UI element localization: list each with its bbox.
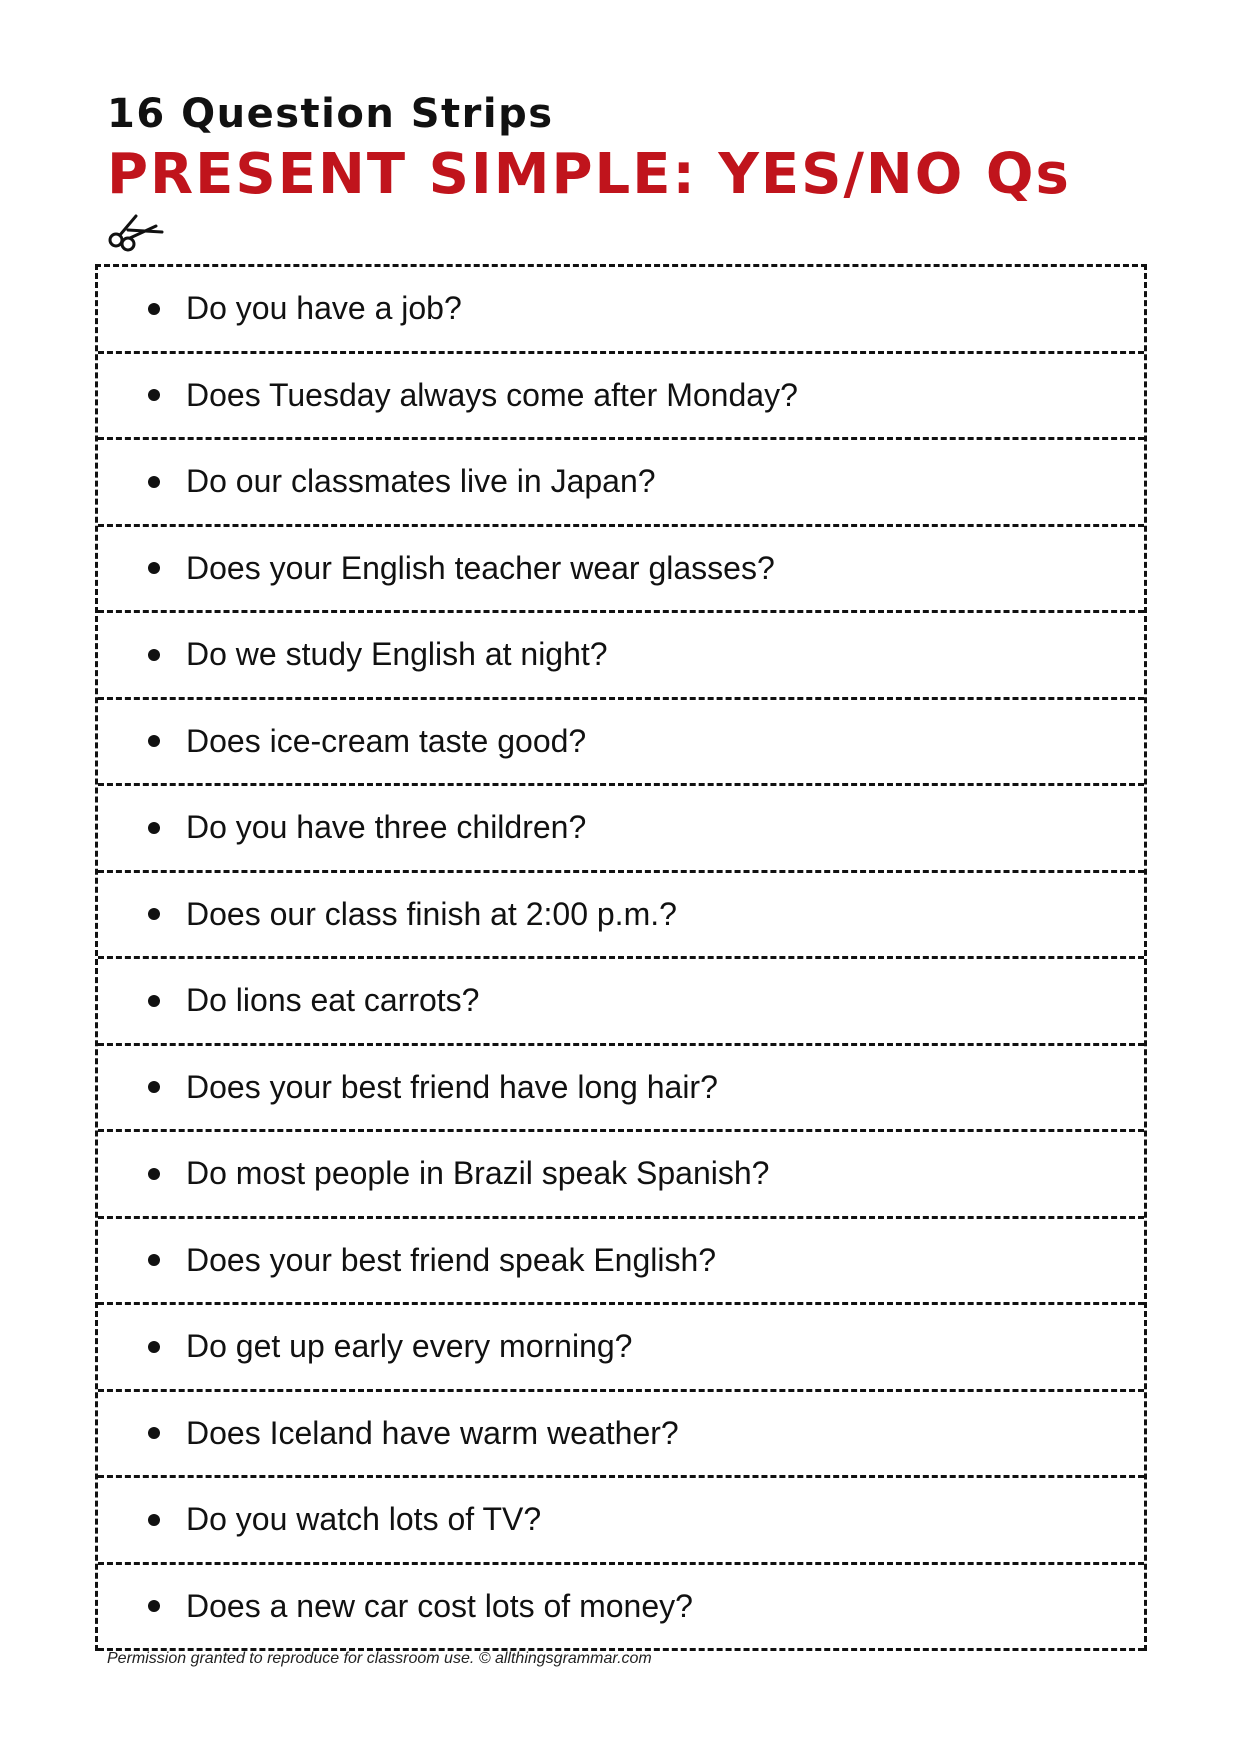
- question-strip: [98, 700, 1144, 787]
- question-strip: [98, 613, 1144, 700]
- question-strip: [98, 1392, 1144, 1479]
- bullet-icon: [148, 1081, 160, 1093]
- question-text: Do our classmates live in Japan?: [186, 463, 656, 500]
- question-text: Does your best friend have long hair?: [186, 1068, 718, 1105]
- bullet-icon: [148, 303, 160, 315]
- question-text: Does your best friend speak English?: [186, 1241, 717, 1278]
- question-strip: [98, 267, 1144, 354]
- question-strip: [98, 1132, 1144, 1219]
- bullet-icon: [148, 389, 160, 401]
- bullet-icon: [148, 476, 160, 488]
- question-text: Do you watch lots of TV?: [186, 1501, 542, 1538]
- question-strip: [98, 1565, 1144, 1652]
- copyright-footer: Permission granted to reproduce for classroom use. © allthingsgrammar.com: [107, 1650, 652, 1667]
- bullet-icon: [148, 995, 160, 1007]
- bullet-icon: [148, 1168, 160, 1180]
- question-text: Does Tuesday always come after Monday?: [186, 376, 798, 413]
- bullet-icon: [148, 1341, 160, 1353]
- question-strip: [98, 1219, 1144, 1306]
- question-text: Does Iceland have warm weather?: [186, 1414, 679, 1451]
- question-text: Do most people in Brazil speak Spanish?: [186, 1155, 770, 1192]
- question-text: Does ice-cream taste good?: [186, 722, 587, 759]
- bullet-icon: [148, 908, 160, 920]
- bullet-icon: [148, 1254, 160, 1266]
- question-strip: [98, 959, 1144, 1046]
- question-strips: [95, 264, 1147, 1651]
- bullet-icon: [148, 1427, 160, 1439]
- question-strip: [98, 1478, 1144, 1565]
- question-text: Does our class finish at 2:00 p.m.?: [186, 895, 677, 932]
- question-strip: [98, 786, 1144, 873]
- question-strip: [98, 873, 1144, 960]
- bullet-icon: [148, 649, 160, 661]
- question-text: Do get up early every morning?: [186, 1328, 633, 1365]
- question-strip: [98, 1046, 1144, 1133]
- question-text: Does your English teacher wear glasses?: [186, 549, 775, 586]
- question-text: Do lions eat carrots?: [186, 982, 480, 1019]
- worksheet-title: PRESENT SIMPLE: YES/NO Qs: [107, 142, 1071, 207]
- bullet-icon: [148, 735, 160, 747]
- worksheet-header: [107, 88, 1147, 210]
- question-text: Do you have three children?: [186, 809, 587, 846]
- question-strip: [98, 1305, 1144, 1392]
- bullet-icon: [148, 1600, 160, 1612]
- question-strip: [98, 440, 1144, 527]
- bullet-icon: [148, 822, 160, 834]
- bullet-icon: [148, 562, 160, 574]
- question-text: Do we study English at night?: [186, 636, 608, 673]
- question-text: Do you have a job?: [186, 290, 462, 327]
- bullet-icon: [148, 1514, 160, 1526]
- question-strip: [98, 527, 1144, 614]
- worksheet-subtitle: 16 Question Strips: [107, 91, 554, 137]
- question-strip: [98, 354, 1144, 441]
- question-text: Does a new car cost lots of money?: [186, 1587, 693, 1624]
- scissors-icon: [106, 212, 166, 252]
